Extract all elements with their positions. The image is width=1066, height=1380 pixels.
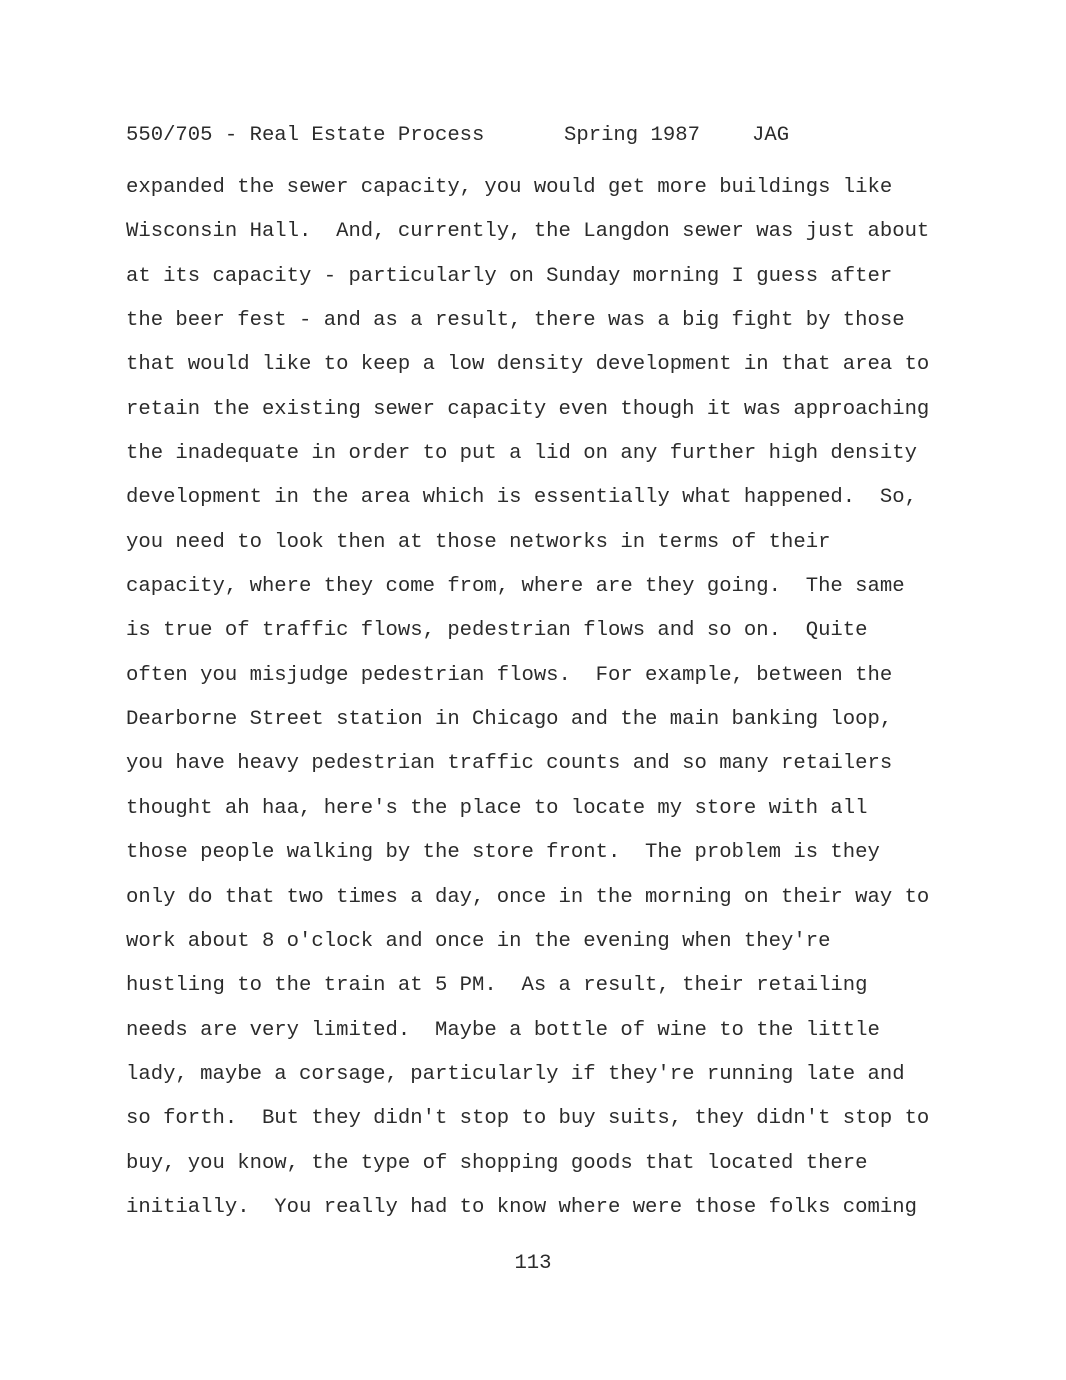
page-number: 113 <box>514 1252 552 1275</box>
text-line: work about 8 o'clock and once in the evening when they're <box>126 929 831 953</box>
text-line: you need to look then at those networks in terms of their <box>126 530 831 554</box>
body-text <box>126 166 929 1230</box>
header-term: Spring 1987 <box>564 124 700 147</box>
text-line: those people walking by the store front. The problem is they <box>126 841 880 865</box>
text-line: hustling to the train at 5 PM. As a result, their retailing <box>126 974 868 998</box>
text-line: lady, maybe a corsage, particularly if they're running late and <box>126 1062 905 1086</box>
text-line: often you misjudge pedestrian flows. For example, between the <box>126 663 893 687</box>
text-line: retain the existing sewer capacity even though it was approaching <box>126 397 930 421</box>
text-line: buy, you know, the type of shopping goods that located there <box>126 1151 868 1175</box>
text-line: so forth. But they didn't stop to buy suits, they didn't stop to <box>126 1107 930 1131</box>
text-line: Wisconsin Hall. And, currently, the Langdon sewer was just about <box>126 220 930 244</box>
text-line: Dearborne Street station in Chicago and the main banking loop, <box>126 708 893 732</box>
text-line: thought ah haa, here's the place to locate my store with all <box>126 796 868 820</box>
text-line: needs are very limited. Maybe a bottle of wine to the little <box>126 1018 880 1042</box>
text-line: only do that two times a day, once in the morning on their way to <box>126 885 930 909</box>
text-line: at its capacity - particularly on Sunday morning I guess after <box>126 264 893 288</box>
text-line: expanded the sewer capacity, you would get more buildings like <box>126 176 893 199</box>
text-line: is true of traffic flows, pedestrian flows and so on. Quite <box>126 619 868 643</box>
text-line: the beer fest - and as a result, there was a big fight by those <box>126 309 905 333</box>
text-line: capacity, where they come from, where are they going. The same <box>126 575 905 599</box>
header-initials: JAG <box>752 124 790 147</box>
text-line: you have heavy pedestrian traffic counts and so many retailers <box>126 752 893 776</box>
page-header <box>126 122 789 150</box>
text-line: the inadequate in order to put a lid on any further high density <box>126 442 917 466</box>
text-line: development in the area which is essentially what happened. So, <box>126 486 917 510</box>
header-course: 550/705 - Real Estate Process <box>126 124 485 147</box>
text-line: that would like to keep a low density development in that area to <box>126 353 930 377</box>
text-line: initially. You really had to know where were those folks coming <box>126 1195 917 1219</box>
